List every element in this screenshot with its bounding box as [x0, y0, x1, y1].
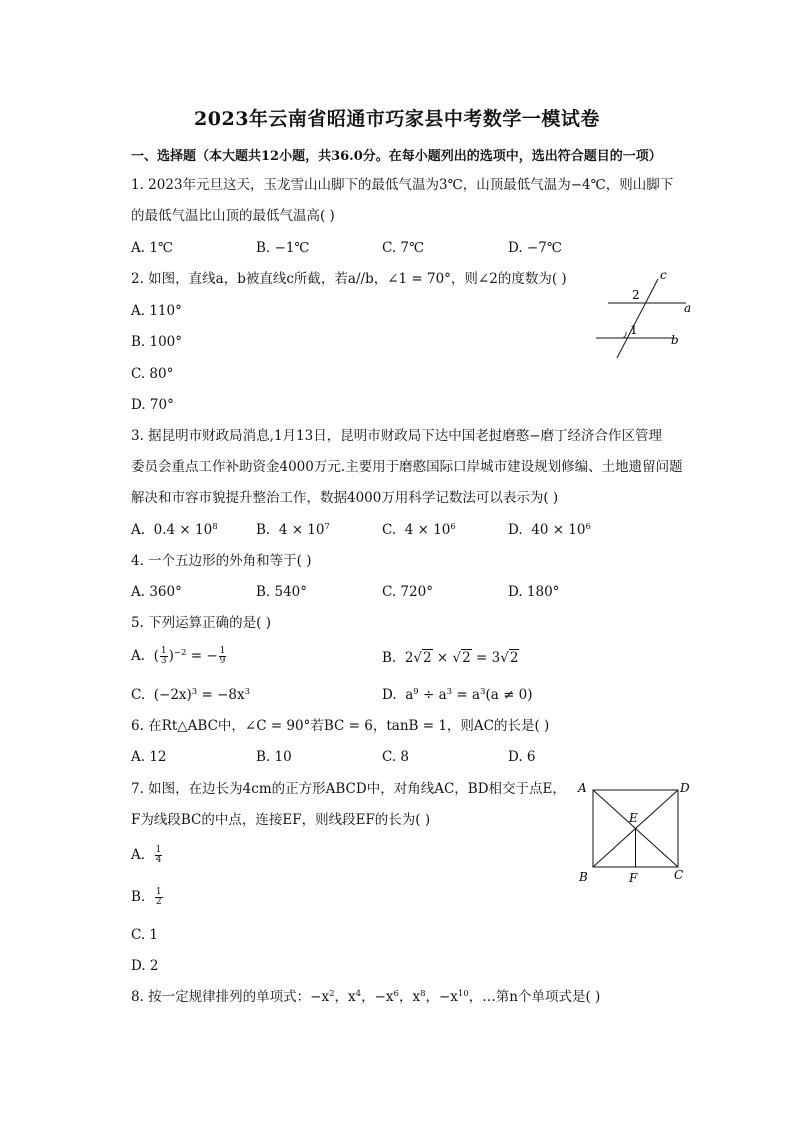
q3-option-d: D. $40 \times 10^6$ [508, 522, 591, 538]
q1-option-d: D. −7℃ [508, 240, 562, 256]
q2-option-a: A. 110° [131, 303, 182, 319]
q5-option-d: D. $a^9 \div a^3 = a^3(a \ne 0)$ [382, 687, 533, 703]
q1-line1: 1. 2023年元旦这天，玉龙雪山山脚下的最低气温为3℃，山顶最低气温为−4℃，则山脚下 [131, 177, 674, 193]
label-C: C [674, 868, 684, 882]
q7-option-a: A. $\frac{1}{4}$ [131, 845, 162, 865]
q5-option-a: A. ( $\frac{1}{3}$ )$^{-2}$ = − $\frac{1}{9}$ [131, 646, 226, 666]
label-A: A [578, 781, 587, 795]
label-E: E [629, 811, 638, 825]
q5-line1: 5. 下列运算正确的是( ) [131, 615, 271, 631]
label-angle-1: 1 [630, 323, 638, 337]
q3-line2: 委员会重点工作补助资金4000万元.主要用于磨憨国际口岸城市建设规划修编、土地遗留问题 [131, 459, 683, 475]
q7-figure-square [572, 776, 698, 888]
q6-option-a: A. 12 [131, 749, 167, 765]
q7-line2: F为线段BC的中点，连接EF，则线段EF的长为( ) [131, 812, 431, 828]
q3-line1: 3. 据昆明市财政局消息,1月13日，昆明市财政局下达中国老挝磨憨−磨丁经济合作区管理 [131, 428, 663, 444]
label-B: B [579, 870, 588, 884]
q1-option-c: C. 7℃ [382, 240, 425, 256]
angle-1-arc [623, 332, 626, 338]
label-angle-2: 2 [632, 288, 640, 302]
page-title: 2023年云南省昭通市巧家县中考数学一模试卷 [194, 108, 600, 130]
label-b: b [671, 333, 679, 347]
q2-option-d: D. 70° [131, 397, 174, 413]
q7-option-c: C. 1 [131, 927, 159, 943]
q5-option-b: B. 2√2 × √2 = 3√2 [382, 650, 519, 666]
section-heading: 一、选择题（本大题共12小题，共36.0分。在每小题列出的选项中，选出符合题目的一项） [131, 149, 662, 164]
q4-line1: 4. 一个五边形的外角和等于( ) [131, 553, 312, 569]
label-c: c [660, 268, 667, 282]
q6-option-c: C. 8 [382, 749, 410, 765]
q3-option-b: B. $4 \times 10^7$ [256, 522, 330, 538]
label-D: D [680, 781, 690, 795]
label-F: F [629, 871, 638, 885]
q1-option-a: A. 1℃ [131, 240, 174, 256]
q4-option-b: B. 540° [256, 584, 308, 600]
q6-option-d: D. 6 [508, 749, 536, 765]
q4-option-a: A. 360° [131, 584, 182, 600]
q3-option-a: A. $0.4 \times 10^8$ [131, 522, 218, 538]
q3-line3: 解决和市容市貌提升整治工作，数据4000万用科学记数法可以表示为( ) [131, 490, 559, 506]
q7-line1: 7. 如图，在边长为4cm的正方形ABCD中，对角线AC，BD相交于点E， [131, 781, 566, 797]
q3-option-c: C. $4 \times 10^6$ [382, 522, 456, 538]
q5-option-c: C. $(-2x)^3 = -8x^3$ [131, 687, 251, 703]
q2-option-b: B. 100° [131, 334, 183, 350]
q2-figure-parallel-lines [590, 266, 700, 366]
q2-line1: 2. 如图，直线a，b被直线c所截，若a//b，∠1 = 70°，则∠2的度数为( ) [131, 271, 567, 287]
q4-option-d: D. 180° [508, 584, 560, 600]
q1-option-b: B. −1℃ [256, 240, 310, 256]
q7-option-d: D. 2 [131, 958, 159, 974]
q4-option-c: C. 720° [382, 584, 433, 600]
q6-line1: 6. 在Rt△ABC中，∠C = 90°若BC = 6，tanB = 1，则AC的长是( ) [131, 718, 550, 734]
q2-option-c: C. 80° [131, 366, 174, 382]
label-a: a [684, 301, 692, 315]
q6-option-b: B. 10 [256, 749, 292, 765]
q1-line2: 的最低气温比山顶的最低气温高( ) [131, 208, 335, 224]
q8-line1: 8. 按一定规律排列的单项式：$-x^2$，$x^4$，$-x^6$，$x^8$，$-x^{10}$，…第n个单项式是( ) [131, 989, 601, 1005]
q7-option-b: B. $\frac{1}{2}$ [131, 887, 162, 907]
